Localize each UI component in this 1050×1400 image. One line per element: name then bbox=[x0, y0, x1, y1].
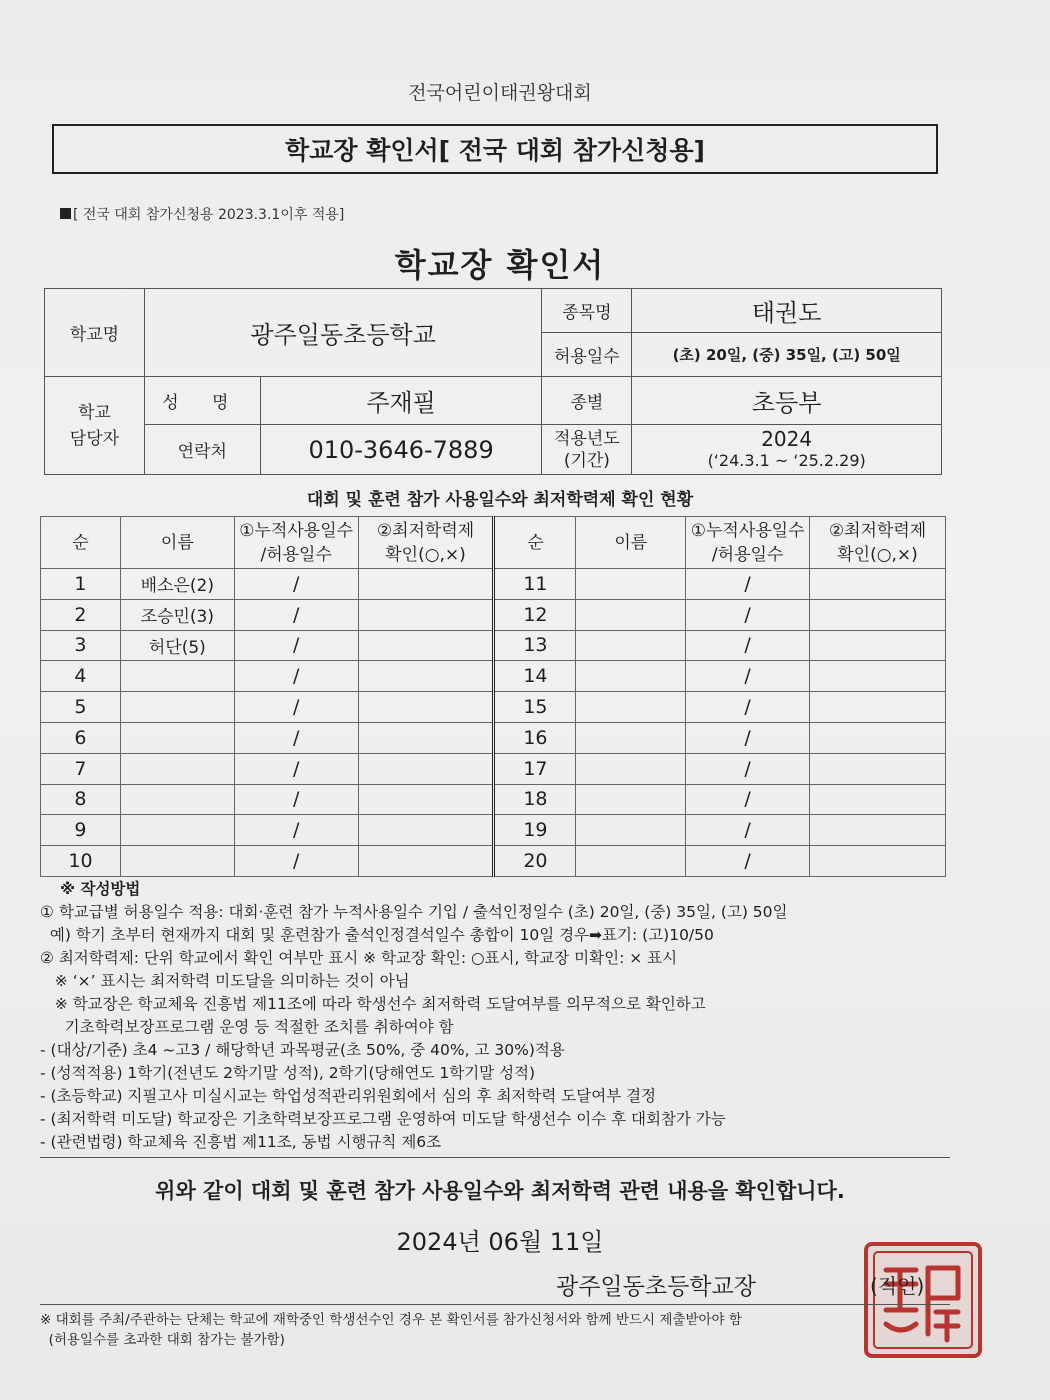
academic-check bbox=[358, 569, 494, 600]
table-row bbox=[41, 753, 946, 784]
student-name bbox=[576, 692, 686, 723]
row-number: 5 bbox=[41, 692, 121, 723]
table-row bbox=[41, 599, 946, 630]
student-name: 배소은(2) bbox=[120, 569, 234, 600]
table-row bbox=[41, 661, 946, 692]
used-days: / bbox=[234, 661, 358, 692]
used-days: / bbox=[686, 630, 810, 661]
header-name: 이름 bbox=[120, 517, 234, 569]
row-number: 9 bbox=[41, 815, 121, 846]
academic-check bbox=[810, 846, 946, 877]
row-number: 19 bbox=[494, 815, 576, 846]
row-number: 15 bbox=[494, 692, 576, 723]
allowed-value: (초) 20일, (중) 35일, (고) 50일 bbox=[632, 333, 942, 377]
header-name-right: 이름 bbox=[576, 517, 686, 569]
student-name bbox=[576, 784, 686, 815]
method-line: 기초학력보장프로그램 운영 등 적절한 조치를 취하여야 함 bbox=[40, 1018, 454, 1036]
used-days: / bbox=[234, 630, 358, 661]
academic-check bbox=[358, 692, 494, 723]
method-line: ※ ‘×’ 표시는 최저학력 미도달을 의미하는 것이 아님 bbox=[40, 972, 410, 990]
event-name: 전국어린이태권왕대회 bbox=[408, 82, 592, 104]
row-number: 7 bbox=[41, 753, 121, 784]
row-number: 12 bbox=[494, 599, 576, 630]
period-value: (‘24.3.1 ~ ‘25.2.29) bbox=[707, 450, 866, 470]
used-days: / bbox=[686, 569, 810, 600]
used-days: / bbox=[234, 784, 358, 815]
row-number: 3 bbox=[41, 630, 121, 661]
allowed-label: 허용일수 bbox=[542, 333, 632, 377]
method-lines bbox=[40, 901, 940, 1154]
header-academic: ②최저학력제 확인(○,×) bbox=[358, 517, 494, 569]
student-name bbox=[576, 815, 686, 846]
participants-table bbox=[40, 516, 946, 877]
used-days: / bbox=[234, 569, 358, 600]
student-name bbox=[120, 784, 234, 815]
used-days: / bbox=[234, 722, 358, 753]
academic-check bbox=[358, 846, 494, 877]
method-line: ② 최저학력제: 단위 학교에서 확인 여부만 표시 ※ 학교장 확인: ○표시, 학교장 미확인: × 표시 bbox=[40, 949, 678, 967]
student-name bbox=[576, 630, 686, 661]
used-days: / bbox=[234, 599, 358, 630]
row-number: 10 bbox=[41, 846, 121, 877]
academic-check bbox=[810, 569, 946, 600]
academic-check bbox=[810, 599, 946, 630]
row-number: 11 bbox=[494, 569, 576, 600]
school-label: 학교명 bbox=[45, 289, 145, 377]
student-name bbox=[576, 599, 686, 630]
footer-line: (허용일수를 초과한 대회 참가는 불가함) bbox=[40, 1332, 285, 1348]
academic-check bbox=[810, 815, 946, 846]
method-line: - (초등학교) 지필고사 미실시교는 학업성적관리위원회에서 심의 후 최저학력 도달여부 결정 bbox=[40, 1087, 657, 1105]
table-row bbox=[41, 815, 946, 846]
sport-label: 종목명 bbox=[542, 289, 632, 333]
name-label: 성 명 bbox=[144, 377, 260, 425]
contact-label: 연락처 bbox=[144, 425, 260, 475]
method-line: ※ 학교장은 학교체육 진흥법 제11조에 따라 학생선수 최저학력 도달여부를 의무적으로 확인하고 bbox=[40, 995, 706, 1013]
student-name: 허단(5) bbox=[120, 630, 234, 661]
table-row bbox=[41, 569, 946, 600]
row-number: 20 bbox=[494, 846, 576, 877]
info-table bbox=[44, 288, 942, 475]
table-header-row bbox=[41, 517, 946, 569]
year-value: 2024 bbox=[761, 426, 813, 451]
student-name bbox=[120, 661, 234, 692]
writing-method bbox=[40, 878, 940, 1154]
table-row bbox=[41, 692, 946, 723]
footer-notes bbox=[40, 1310, 960, 1350]
header-days: ①누적사용일수 /허용일수 bbox=[234, 517, 358, 569]
used-days: / bbox=[686, 722, 810, 753]
student-name bbox=[120, 815, 234, 846]
method-line: - (최저학력 미도달) 학교장은 기초학력보장프로그램 운영하여 미도달 학생선수 이수 후 대회참가 가능 bbox=[40, 1110, 726, 1128]
academic-check bbox=[810, 630, 946, 661]
header-no-right: 순 bbox=[494, 517, 576, 569]
used-days: / bbox=[686, 784, 810, 815]
table-row bbox=[41, 784, 946, 815]
year-label: 적용년도 (기간) bbox=[542, 425, 632, 475]
academic-check bbox=[358, 753, 494, 784]
method-line: - (대상/기준) 초4 ~고3 / 해당학년 과목평균(초 50%, 중 40%, 고 30%)적용 bbox=[40, 1041, 565, 1059]
academic-check bbox=[810, 692, 946, 723]
name-value: 주재필 bbox=[260, 377, 542, 425]
year-cell bbox=[632, 425, 942, 475]
academic-check bbox=[810, 784, 946, 815]
student-name bbox=[120, 722, 234, 753]
header-academic-right: ②최저학력제 확인(○,×) bbox=[810, 517, 946, 569]
student-name bbox=[576, 753, 686, 784]
student-name bbox=[576, 846, 686, 877]
contact-value: 010-3646-7889 bbox=[260, 425, 542, 475]
table-row bbox=[41, 722, 946, 753]
academic-check bbox=[358, 599, 494, 630]
used-days: / bbox=[686, 599, 810, 630]
academic-check bbox=[810, 722, 946, 753]
apply-note-text: [ 전국 대회 참가신청용 2023.3.1이후 적용] bbox=[73, 207, 345, 223]
division-value: 초등부 bbox=[632, 377, 942, 425]
method-line: - (성적적용) 1학기(전년도 2학기말 성적), 2학기(당해연도 1학기말 성적) bbox=[40, 1064, 536, 1082]
document-title: 학교장 확인서 bbox=[394, 246, 606, 284]
academic-check bbox=[358, 661, 494, 692]
academic-check bbox=[810, 661, 946, 692]
principal-name: 광주일동초등학교장 bbox=[556, 1274, 756, 1300]
confirm-statement: 위와 같이 대회 및 훈련 참가 사용일수와 최저학력 관련 내용을 확인합니다. bbox=[155, 1179, 845, 1203]
academic-check bbox=[358, 722, 494, 753]
academic-check bbox=[358, 815, 494, 846]
used-days: / bbox=[686, 846, 810, 877]
used-days: / bbox=[234, 692, 358, 723]
used-days: / bbox=[234, 815, 358, 846]
used-days: / bbox=[686, 753, 810, 784]
seal-label: (직인) bbox=[870, 1274, 925, 1298]
row-number: 17 bbox=[494, 753, 576, 784]
method-line: ① 학교급별 허용일수 적용: 대회·훈련 참가 누적사용일수 기입 / 출석인정일수 (초) 20일, (중) 35일, (고) 50일 bbox=[40, 903, 788, 921]
used-days: / bbox=[686, 661, 810, 692]
method-line: - (관련법령) 학교체육 진흥법 제11조, 동법 시행규칙 제6조 bbox=[40, 1133, 442, 1151]
participants-body bbox=[41, 517, 946, 877]
used-days: / bbox=[686, 815, 810, 846]
division-label: 종별 bbox=[542, 377, 632, 425]
student-name bbox=[576, 661, 686, 692]
table-row bbox=[41, 630, 946, 661]
row-number: 14 bbox=[494, 661, 576, 692]
footer-divider bbox=[40, 1304, 950, 1305]
row-number: 4 bbox=[41, 661, 121, 692]
header-no: 순 bbox=[41, 517, 121, 569]
row-number: 1 bbox=[41, 569, 121, 600]
row-number: 18 bbox=[494, 784, 576, 815]
issue-date: 2024년 06월 11일 bbox=[396, 1228, 604, 1256]
academic-check bbox=[358, 630, 494, 661]
used-days: / bbox=[234, 753, 358, 784]
box-title: 학교장 확인서[ 전국 대회 참가신청용] bbox=[285, 136, 705, 165]
student-name bbox=[120, 846, 234, 877]
divider bbox=[40, 1157, 950, 1158]
note-square-icon bbox=[60, 208, 71, 219]
method-line: 예) 학기 초부터 현재까지 대회 및 훈련참가 출석인정결석일수 총합이 10일 경우➡표기: (고)10/50 bbox=[40, 926, 714, 944]
row-number: 8 bbox=[41, 784, 121, 815]
sport-value: 태권도 bbox=[632, 289, 942, 333]
footer-line: ※ 대회를 주최/주관하는 단체는 학교에 재학중인 학생선수인 경우 본 확인서를 참가신청서와 함께 반드시 제출받아야 함 bbox=[40, 1312, 742, 1328]
academic-check bbox=[358, 784, 494, 815]
row-number: 16 bbox=[494, 722, 576, 753]
student-name bbox=[120, 753, 234, 784]
status-title: 대회 및 훈련 참가 사용일수와 최저학력제 확인 현황 bbox=[306, 490, 694, 510]
school-value: 광주일동초등학교 bbox=[144, 289, 542, 377]
title-box bbox=[52, 124, 938, 174]
student-name bbox=[576, 569, 686, 600]
apply-note bbox=[60, 204, 344, 224]
used-days: / bbox=[686, 692, 810, 723]
row-number: 6 bbox=[41, 722, 121, 753]
manager-label: 학교 담당자 bbox=[45, 377, 145, 475]
header-days-right: ①누적사용일수 /허용일수 bbox=[686, 517, 810, 569]
student-name bbox=[120, 692, 234, 723]
method-title: ※ 작성방법 bbox=[60, 880, 141, 898]
used-days: / bbox=[234, 846, 358, 877]
student-name: 조승민(3) bbox=[120, 599, 234, 630]
row-number: 2 bbox=[41, 599, 121, 630]
table-row bbox=[41, 846, 946, 877]
student-name bbox=[576, 722, 686, 753]
row-number: 13 bbox=[494, 630, 576, 661]
academic-check bbox=[810, 753, 946, 784]
